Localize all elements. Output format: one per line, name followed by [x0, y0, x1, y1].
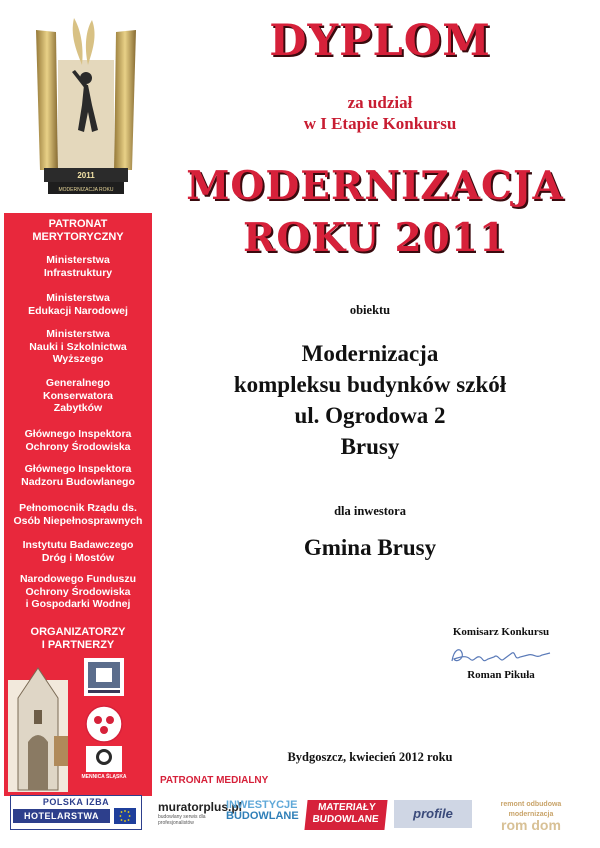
investor-label: dla inwestora	[334, 504, 406, 518]
trophy-image	[26, 10, 146, 200]
hotel-logo-line1: POLSKA IZBA	[42, 797, 110, 807]
object-label: obiektu	[349, 303, 391, 317]
commissioner-label: Komisarz Konkursu	[452, 626, 550, 638]
eu-flag-icon	[114, 808, 136, 824]
trophy-year: 2011	[77, 171, 95, 180]
patron-item: Głównego Inspektora Ochrony Środowiska	[24, 428, 132, 453]
chamber-logo	[84, 658, 124, 696]
patron-item: Ministerstwa Infrastruktury	[43, 254, 113, 279]
contest-name: MODERNIZACJA ROKU 2011	[186, 163, 564, 261]
patron-item: Ministerstwa Edukacji Narodowej	[28, 292, 128, 317]
diploma-subtitle: za udział w I Etapie Konkursu	[303, 93, 457, 133]
commissioner-name: Roman Pikuła	[467, 669, 535, 681]
tower-logo	[8, 668, 68, 792]
murator-logo: muratorplus.pl budowlany serwis dla profesjonalistów	[158, 800, 243, 826]
trophy-plaque: MODERNIZACJA ROKU	[58, 187, 114, 193]
mint-logo-text: MENNICA ŚLĄSKA	[81, 774, 127, 780]
patron-item: Głównego Inspektora Nadzoru Budowlanego	[21, 463, 135, 488]
profile-logo: profile	[394, 800, 472, 828]
district-union-logo	[86, 706, 122, 742]
organizers-heading: ORGANIZATORZY I PARTNERZY	[30, 626, 126, 651]
patron-item: Instytutu Badawczego Dróg i Mostów	[22, 539, 134, 564]
diploma-title: DYPLOM	[269, 16, 491, 66]
patronage-heading: PATRONAT MERYTORYCZNY	[32, 218, 124, 243]
patron-item: Narodowego Funduszu Ochrony Środowiska i Gospodarki Wodnej	[19, 573, 137, 611]
media-patronage-label: PATRONAT MEDIALNY	[160, 775, 269, 786]
hotel-chamber-logo	[10, 795, 142, 830]
place-and-date: Bydgoszcz, kwiecień 2012 roku	[287, 750, 453, 764]
patron-item: Ministerstwa Nauki i Szkolnictwa Wyższego	[29, 328, 127, 366]
object-description: Modernizacja kompleksu budynków szkół ul. Ogrodowa 2 Brusy	[233, 341, 507, 459]
partner-logos	[4, 650, 152, 796]
hotel-logo-line2: HOTELARSTWA	[13, 809, 110, 823]
romdom-logo: remont odbudowa modernizacja rom dom	[500, 801, 562, 833]
inwestycje-logo: INWESTYCJE BUDOWLANE	[226, 799, 299, 822]
materialy-logo: MATERIAŁY BUDOWLANE	[304, 800, 387, 830]
investor-name: Gmina Brusy	[303, 535, 437, 560]
signature	[446, 643, 556, 669]
patron-item: Pełnomocnik Rządu ds. Osób Niepełnosprawnych	[13, 502, 143, 527]
mint-logo	[81, 746, 126, 780]
patron-item: Generalnego Konserwatora Zabytków	[42, 377, 114, 415]
